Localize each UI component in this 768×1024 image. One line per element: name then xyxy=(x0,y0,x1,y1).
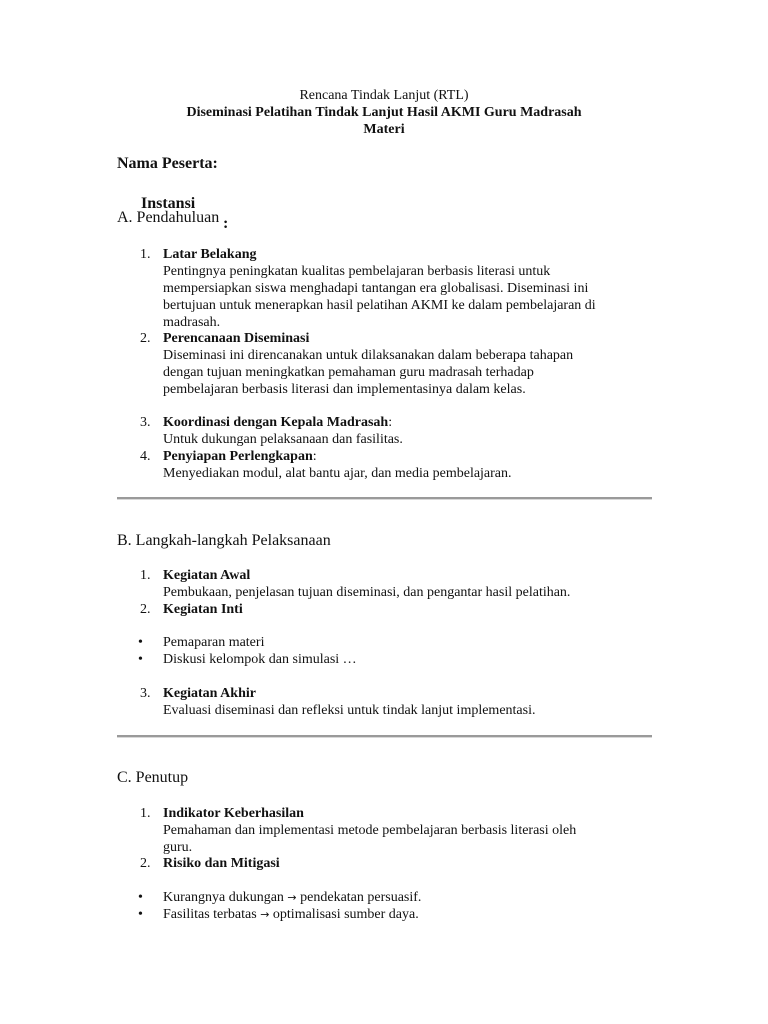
list-item xyxy=(140,414,660,448)
section-divider xyxy=(117,497,652,500)
item-desc-line: mempersiapkan siswa menghadapi tantangan era globalisasi. Diseminasi ini xyxy=(163,281,589,296)
section-c-title: C. Penutup xyxy=(117,769,189,786)
item-desc-line: dengan tujuan meningkatkan pemahaman guru madrasah terhadap xyxy=(163,365,534,380)
item-heading: Risiko dan Mitigasi xyxy=(163,856,280,871)
document-title: Rencana Tindak Lanjut (RTL) xyxy=(299,88,469,103)
item-number: 1. xyxy=(140,806,151,821)
item-desc-line: Untuk dukungan pelaksanaan dan fasilitas. xyxy=(163,432,403,447)
bullet-item xyxy=(138,651,357,668)
arrow-right-icon: → xyxy=(260,908,270,921)
document-materi: Materi xyxy=(363,122,405,137)
item-number: 1. xyxy=(140,247,151,262)
item-number: 2. xyxy=(140,602,151,617)
item-heading: Kegiatan Akhir xyxy=(163,686,256,701)
list-item xyxy=(140,448,660,482)
item-desc-line: bertujuan untuk menerapkan hasil pelatihan AKMI ke dalam pembelajaran di xyxy=(163,298,596,313)
item-number: 2. xyxy=(140,856,151,871)
list-item xyxy=(140,685,660,719)
mitigation-text: optimalisasi sumber daya. xyxy=(272,907,419,922)
item-desc-line: Pembukaan, penjelasan tujuan diseminasi, dan pengantar hasil pelatihan. xyxy=(163,585,571,600)
risk-text: Fasilitas terbatas xyxy=(163,907,257,922)
bullet-icon: • xyxy=(138,652,143,667)
item-desc-line: Pentingnya peningkatan kualitas pembelajaran berbasis literasi untuk xyxy=(163,264,551,279)
item-desc-line: Pemahaman dan implementasi metode pembelajaran berbasis literasi oleh xyxy=(163,823,577,838)
item-number: 1. xyxy=(140,568,151,583)
item-desc-line: Menyediakan modul, alat bantu ajar, dan media pembelajaran. xyxy=(163,466,512,481)
document-header xyxy=(0,87,768,138)
item-heading-suffix: : xyxy=(388,415,393,430)
mitigation-text: pendekatan persuasif. xyxy=(300,890,422,905)
bullet-icon: • xyxy=(138,635,143,650)
bullet-item xyxy=(138,889,421,906)
bullet-text xyxy=(163,906,419,923)
item-heading: Kegiatan Inti xyxy=(163,602,243,617)
section-a-title: A. Pendahuluan xyxy=(117,209,220,226)
item-heading: Penyiapan Perlengkapan xyxy=(163,449,313,464)
instansi-colon: : xyxy=(223,215,229,232)
list-item xyxy=(140,805,660,856)
bullet-item xyxy=(138,906,419,923)
list-item xyxy=(140,330,660,398)
section-b-title: B. Langkah-langkah Pelaksanaan xyxy=(117,532,331,549)
item-heading: Indikator Keberhasilan xyxy=(163,806,304,821)
bullet-icon: • xyxy=(138,890,143,905)
bullet-text: Pemaparan materi xyxy=(163,635,265,650)
item-desc-line: guru. xyxy=(163,840,193,855)
item-heading: Perencanaan Diseminasi xyxy=(163,331,310,346)
arrow-right-icon: → xyxy=(287,891,297,904)
bullet-text xyxy=(163,889,421,906)
bullet-icon: • xyxy=(138,907,143,922)
item-number: 4. xyxy=(140,449,151,464)
document-subtitle: Diseminasi Pelatihan Tindak Lanjut Hasil AKMI Guru Madrasah xyxy=(186,105,582,120)
item-number: 3. xyxy=(140,686,151,701)
list-item xyxy=(140,601,660,618)
item-heading: Koordinasi dengan Kepala Madrasah xyxy=(163,415,389,430)
item-number: 2. xyxy=(140,331,151,346)
risk-text: Kurangnya dukungan xyxy=(163,890,284,905)
item-desc-line: madrasah. xyxy=(163,315,221,330)
nama-peserta-label: Nama Peserta: xyxy=(117,155,218,172)
bullet-item xyxy=(138,634,264,651)
item-heading: Kegiatan Awal xyxy=(163,568,251,583)
item-desc-line: Evaluasi diseminasi dan refleksi untuk tindak lanjut implementasi. xyxy=(163,703,536,718)
item-heading-suffix: : xyxy=(312,449,317,464)
bullet-text: Diskusi kelompok dan simulasi … xyxy=(163,652,357,667)
list-item xyxy=(140,567,660,601)
participant-info xyxy=(117,154,229,254)
item-desc-line: Diseminasi ini direncanakan untuk dilaksanakan dalam beberapa tahapan xyxy=(163,348,574,363)
item-heading: Latar Belakang xyxy=(163,247,257,262)
list-item xyxy=(140,855,660,872)
item-desc-line: pembelajaran berbasis literasi dan implementasinya dalam kelas. xyxy=(163,382,526,397)
list-item xyxy=(140,246,660,331)
section-divider xyxy=(117,735,652,738)
item-number: 3. xyxy=(140,415,151,430)
instansi-label: Instansi xyxy=(141,195,196,212)
